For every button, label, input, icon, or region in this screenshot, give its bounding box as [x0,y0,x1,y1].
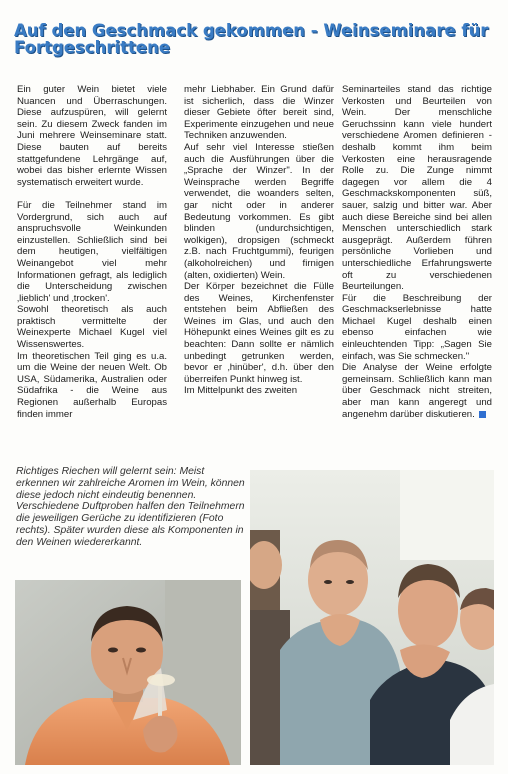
photo-participants-smelling [250,470,494,765]
paragraph: Seminarteiles stand das richtige Verkosten und Beurteilen von Wein. Der menschliche Geruchssinn kann viele hundert verschiedene Aromen definieren - deshalb kommt ihm beim Verkosten eine herausragende Rolle zu. Die Zunge nimmt dagegen vor allem die 4 Geschmackskomponenten süß, sauer, salzig und bitter war. Aber auch diese Bereiche sind bei allen Menschen unterschiedlich stark ausgeprägt. Außerdem führen persönliche Vorlieben und unterschiedliche Erfahrungswerte oft zu verschiedenen Beurteilungen. [342,84,492,293]
paragraph: Im Mittelpunkt des zweiten [184,385,298,397]
paragraph: Für die Teilnehmer stand im Vordergrund, sich auch auf anspruchsvolle Weinkunden einzustellen. Schließlich sind bei dem heutigen, vielfältigen Weinangebot viel mehr Informationen gefragt, als lediglich die Unterscheidung zwischen ‚lieblich' und ‚trocken'. [17,199,167,304]
paragraph: Auf sehr viel Interesse stießen auch die Ausführungen über die „Sprache der Winzer". In der Weinsprache werden Begriffe verwendet, die woanders selten, gar nicht oder in anderer Bedeutung vorkommen. Es gibt blinden (undurchsichtigen, wolkigen), dropsigen (schmeckt z.B. nach Fruchtgummi), feurigen (alkoholreichen) und firnigen (alten, oxidierten) Wein. [184,141,334,281]
paragraph: mehr Liebhaber. Ein Grund dafür ist sicherlich, dass die Winzer dieser Gebiete öfter bereit sind, Experimente einzugehen und neue Techniken anzuwenden. [184,84,334,142]
text-column-2 [184,84,334,454]
photo-wine-tasting-man [15,580,241,765]
text-column-1 [17,84,167,454]
paragraph: Sowohl theoretisch als auch praktisch vermittelte der Weinexperte Michael Kugel viel Wissenswertes. [17,304,167,351]
paragraph: Ein guter Wein bietet viele Nuancen und Überraschungen. Diese aufzuspüren, will gelernt sein. Zu diesem Zweck fanden im Juni mehrere Weinseminare statt. Diese bauten auf bereits stattgefundene Lehrgänge auf, wobei das bisher erlernte Wissen systematisch erweitert wurde. [17,84,167,188]
paragraph-text: Die Analyse der Weine erfolgte gemeinsam. Schließlich kann man über Geschmack nicht streiten, aber man kann angeregt und angenehm darüber diskutieren. [342,362,492,420]
photo-caption: Richtiges Riechen will gelernt sein: Meist erkennen wir zahlreiche Aromen im Wein, können diese jedoch nicht eindeutig benennen. Verschiedene Duftproben halfen den Teilnehmern die jeweiligen Gerüche zu identifizieren (Foto rechts). Später wurden diese als Komponenten in den Weinen wiedererkannt. [16,466,245,548]
text-column-3 [342,84,492,454]
paragraph-last [342,362,492,420]
end-mark-icon [479,411,486,418]
paragraph: Für die Beschreibung der Geschmackserlebnisse hatte Michael Kugel deshalb einen ebenso einfachen wie einleuchtenden Tipp: „Sagen Sie einfach, was Sie schmecken." [342,292,492,362]
article-title: Auf den Geschmack gekommen - Weinseminare für Fortgeschrittene [14,21,489,57]
paragraph: Der Körper bezeichnet die Fülle des Weines, Kirchenfenster entstehen beim Abfließen des Weines im Glas, und auch den Höhepunkt eines Weines gilt es zu beachten: Dann sollte er nämlich unbedingt getrunken werden, bevor er ‚hinüber', d.h. über den überreifen Punkt hinweg ist. [184,281,334,385]
paragraph: Im theoretischen Teil ging es u.a. um die Weine der neuen Welt. Ob USA, Südamerika, Australien oder Südafrika - die Weine aus Regionen außerhalb Europas finden immer [17,350,167,420]
